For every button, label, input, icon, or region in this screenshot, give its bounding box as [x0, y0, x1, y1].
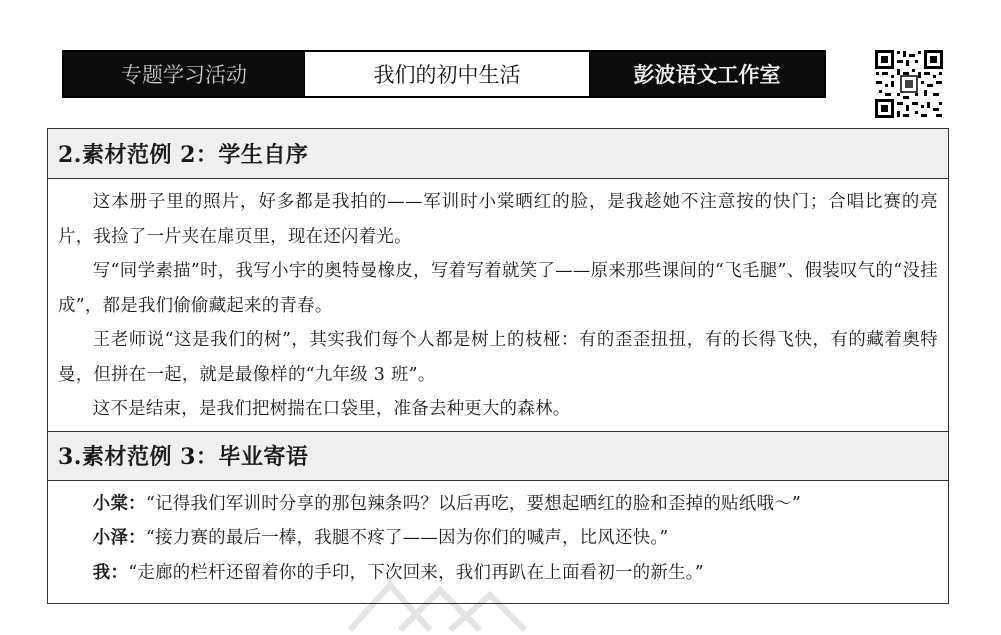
qr-code-icon	[874, 49, 944, 119]
message-speaker: 我：	[92, 562, 129, 583]
content-box	[47, 128, 949, 604]
message-text: “接力赛的最后一棒，我腿不疼了——因为你们的喊声，比风还快。”	[145, 528, 669, 548]
watermark-icon	[330, 575, 530, 635]
message-item	[58, 487, 938, 522]
section-body-preface	[48, 179, 948, 431]
section-heading-messages: 3.素材范例 3：毕业寄语	[48, 431, 948, 481]
message-speaker: 小棠：	[92, 493, 146, 514]
banner-title: 我们的初中生活	[304, 52, 590, 96]
message-text: “记得我们军训时分享的那包辣条吗？以后再吃，要想起晒红的脸和歪掉的贴纸哦～”	[145, 493, 802, 514]
header-banner	[62, 50, 826, 98]
section-heading-preface: 2.素材范例 2：学生自序	[48, 129, 948, 179]
message-text: “走廊的栏杆还留着你的手印，下次回来，我们再趴在上面看初一的新生。”	[128, 562, 704, 583]
message-item	[58, 521, 938, 556]
banner-studio-name: 彭波语文工作室	[590, 52, 824, 96]
preface-paragraph: 这本册子里的照片，好多都是我拍的——军训时小棠晒红的脸，是我趁她不注意按的快门；合唱比赛的亮片，我捡了一片夹在扉页里，现在还闪着光。	[58, 192, 938, 247]
message-speaker: 小泽：	[92, 528, 146, 548]
preface-paragraph: 这不是结束，是我们把树揣在口袋里，准备去种更大的森林。	[92, 399, 571, 419]
preface-paragraph: 王老师说“这是我们的树”，其实我们每个人都是树上的枝桠：有的歪歪扭扭，有的长得飞快，有的藏着奥特曼，但拼在一起，就是最像样的“九年级 3 班”。	[58, 330, 938, 385]
preface-paragraph: 写“同学素描”时，我写小宇的奥特曼橡皮，写着写着就笑了——原来那些课间的“飞毛腿”、假装叹气的“没挂成”，都是我们偷偷藏起来的青春。	[58, 261, 938, 316]
banner-topic-label: 专题学习活动	[64, 52, 304, 96]
